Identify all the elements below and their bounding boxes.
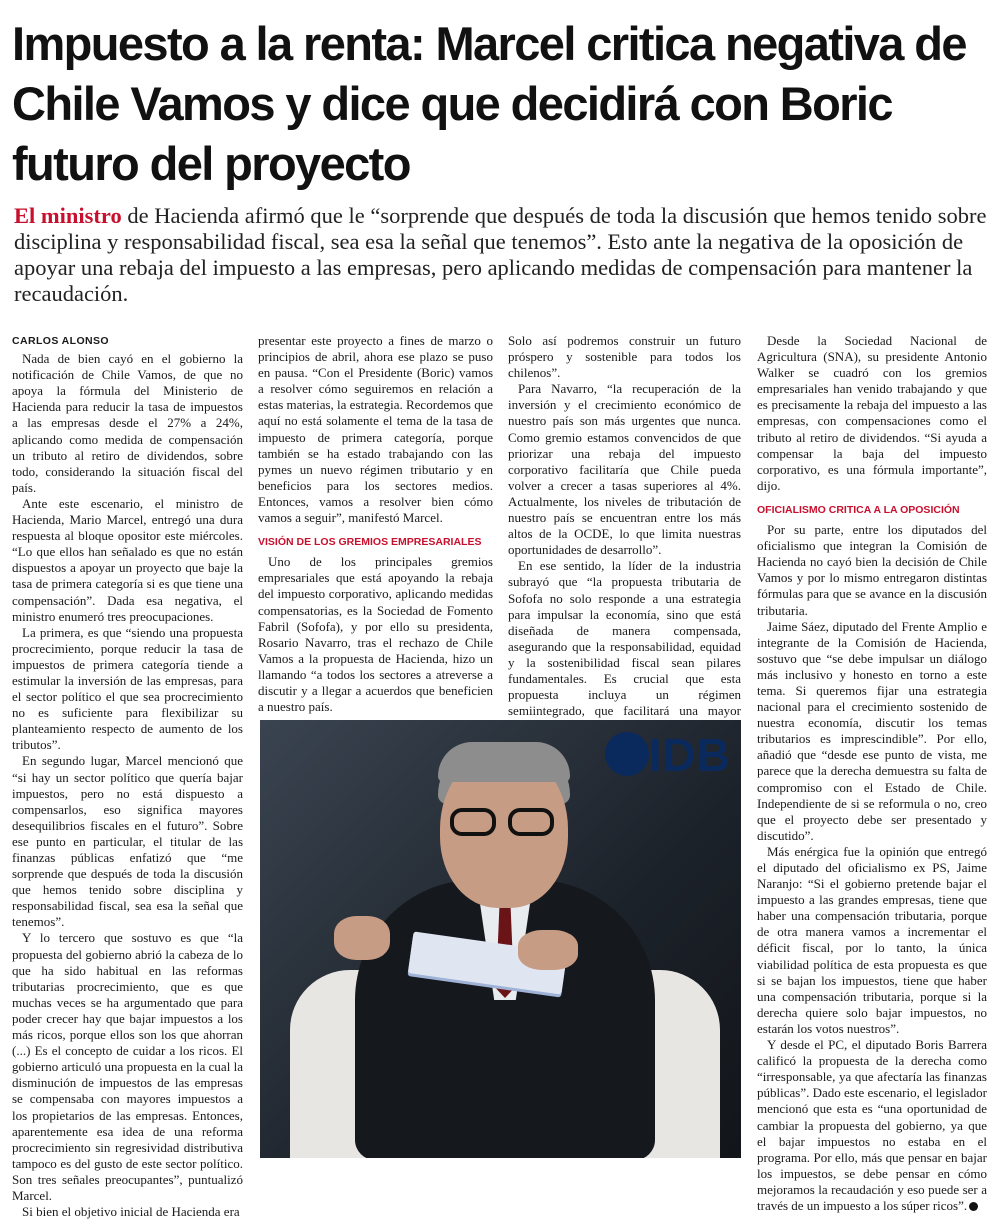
column-2 bbox=[258, 333, 493, 715]
paragraph: Uno de los principales gremios empresariales que está apoyando la rebaja del impuesto corporativo, aplicando medidas compensatorias, es la Sociedad de Fomento Fabril (Sofofa), y por ello su presidenta, Rosario Navarro, tras el rechazo de Chile Vamos a la propuesta de Hacienda, hizo un llamando “a todos los sectores a atreverse a discutir y a llegar a acuerdos que beneficien a nuestro país. bbox=[258, 554, 493, 715]
column-4 bbox=[757, 333, 987, 1214]
idb-logo-text: IDB bbox=[648, 729, 731, 781]
person-hand-left bbox=[334, 916, 390, 960]
paragraph: Nada de bien cayó en el gobierno la notificación de Chile Vamos, de que no apoya la fórmula del Ministerio de Hacienda para reducir la tasa de impuestos a las empresas desde el 27% a 24%, aplicando como medida de compensación un tributo al retiro de dividendos, sobre todo, considerando la situación fiscal del país. bbox=[12, 351, 243, 495]
subheading-oficialismo: OFICIALISMO CRITICA A LA OPOSICIÓN bbox=[757, 503, 960, 516]
end-mark-icon bbox=[969, 1202, 978, 1211]
glasses-icon bbox=[450, 808, 560, 838]
column-3 bbox=[508, 333, 741, 735]
person-hair-top bbox=[438, 742, 570, 782]
lead-text: de Hacienda afirmó que le “sorprende que después de toda la discusión que hemos tenido sobre disciplina y responsabilidad fiscal, sea esa la señal que tenemos”. Esto ante la negativa de la oposición de apoyar una rebaja del impuesto a las empresas, pero aplicando medidas de compensación para mantener la recaudación. bbox=[14, 203, 987, 306]
paragraph: Más enérgica fue la opinión que entregó el diputado del oficialismo ex PS, Jaime Naranjo: “Si el gobierno pretende bajar el impuesto a las grandes empresas, tiene que haber una compensación tributaria, porque de otra manera vamos a incrementar el déficit fiscal, por lo tanto, la única viabilidad política de esta propuesta es que si se bajan los impuestos, tiene que haber una compensación tributaria, porque si la derecha quiere solo bajar impuestos, no estarán los votos nuestros”. bbox=[757, 843, 987, 1036]
paragraph: Para Navarro, “la recuperación de la inversión y el crecimiento económico de nuestro país son más urgentes que nunca. Como gremio estamos convencidos de que priorizar una rebaja del impuesto corporativo facilitaría que Chile pueda volver a crecer a tasas superiores al 4%. Actualmente, los niveles de tributación de nuestro país se encuentran entre los más altos de la OCDE, lo que limita nuestras oportunidades de desarrollo”. bbox=[508, 381, 741, 558]
paragraph: La primera, es que “siendo una propuesta procrecimiento, porque reducir la tasa de impuestos de primera categoría tiende a estimular la inversión de las empresas, para el sector político el que sea procrecimiento no es suficiente para flexibilizar su planteamiento respecto de aumento de los tributos”. bbox=[12, 624, 243, 753]
paragraph: Y lo tercero que sostuvo es que “la propuesta del gobierno abrió la cabeza de lo que ha sido habitual en las reformas tributarias procrecimiento, que es que muchas veces se ha argumentado que para poder crecer hay que bajar impuestos a los más ricos, porque ellos son los que ahorran (...) Es el concepto de cuidar a los ricos. El gobierno articuló una propuesta en la cual la disminución de impuestos de las empresas se compensaba con mayores impuestos a los propietarios de las empresas. Entonces, aparentemente esa idea de una reforma procrecimiento sin regresividad distributiva tampoco es del gusto de este sector político. Son tres señales preocupantes”, puntualizó Marcel. bbox=[12, 930, 243, 1203]
photo-minister bbox=[260, 720, 741, 1158]
globe-logo-icon bbox=[605, 732, 649, 776]
paragraph: En segundo lugar, Marcel mencionó que “si hay un sector político que quería bajar impuestos, pero no está dispuesto a compensarlos, eso significa mayores desequilibrios fiscales en el futuro”. Sobre ese punto en particular, el titular de las finanzas públicas enfatizó que “me sorprende que después de toda la discusión que hemos tenido sobre disciplina y responsabilidad fiscal, sea esa la señal que tenemos”. bbox=[12, 753, 243, 930]
person-hand-right bbox=[518, 930, 578, 970]
paragraph-last-text: Y desde el PC, el diputado Boris Barrera calificó la propuesta de la derecha como “irresponsable, ya que afectaría las finanzas públicas”. Dado este escenario, el legislador mencionó que esta es “una oportunidad de cambiar la propuesta del gobierno, ya que el bajar impuestos no estaba en el programa. Por ello, más que pensar en bajar los impuestos, se debe pensar en cómo mejoramos la recaudación y eso puede ser a través de un impuesto a los súper ricos”. bbox=[757, 1037, 987, 1213]
paragraph: Por su parte, entre los diputados del oficialismo que integran la Comisión de Hacienda no cayó bien la decisión de Chile Vamos y por lo mismo entregaron distintas fórmulas para que se avance en la discusión tributaria. bbox=[757, 522, 987, 618]
paragraph: Solo así podremos construir un futuro próspero y sostenible para todos los chilenos”. bbox=[508, 333, 741, 381]
paragraph-last bbox=[757, 1037, 987, 1214]
column-1 bbox=[12, 333, 243, 1220]
byline: CARLOS ALONSO bbox=[12, 335, 109, 347]
paragraph: Jaime Sáez, diputado del Frente Amplio e integrante de la Comisión de Hacienda, sostuvo que “se debe impulsar un diálogo más inclusivo y honesto en torno a este tema. Si queremos fijar una estrategia nacional para el crecimiento sostenido de nuestra economía, discutir los temas tributarios es imprescindible”. Por ello, añadió que “desde ese punto de vista, me parece que la derecha demuestra su falta de compromiso con el Estado de Chile. Independiente de si se reformula o no, creo que el proyecto debe ser presentado y discutido”. bbox=[757, 618, 987, 843]
headline: Impuesto a la renta: Marcel critica negativa de Chile Vamos y dice que decidirá con Boric futuro del proyecto bbox=[12, 17, 966, 190]
subheading-gremios: VISIÓN DE LOS GREMIOS EMPRESARIALES bbox=[258, 536, 482, 549]
paragraph: En ese sentido, la líder de la industria subrayó que “la propuesta tributaria de Sofofa no solo responde a una estrategia para impulsar la economía, sino que está diseñada de manera compensada, asegurando que la responsabilidad, equidad y la sostenibilidad fiscal sean pilares fundamentales. Es crucial que esta propuesta incluya un régimen semiintegrado, que facilitará una mayor bbox=[508, 558, 741, 719]
paragraph: Ante este escenario, el ministro de Hacienda, Mario Marcel, entregó una dura respuesta al bloque opositor este miércoles. “Lo que ellos han señalado es que no están dispuestos a apoyar un proyecto que baje la tasa de primera categoría si es que tiene una compensación”. Dada esa negativa, el ministro enumeró tres preocupaciones. bbox=[12, 495, 243, 624]
paragraph: Si bien el objetivo inicial de Hacienda era bbox=[22, 1204, 240, 1220]
paragraph: presentar este proyecto a fines de marzo o principios de abril, ahora ese plazo se puso en pausa. “Con el Presidente (Boric) vamos a resolver cómo seguiremos en relación a estas materias, la estrategia. Recordemos que aquí no está solamente el tema de la tasa de impuesto de primera categoría, porque también se ha estado trabajando con las pymes un nuevo régimen tributario y en beneficios para los sectores medios. Entonces, vamos a resolver bien cómo vamos a seguir”, manifestó Marcel. bbox=[258, 333, 493, 526]
lead-paragraph bbox=[14, 203, 990, 307]
paragraph: Desde la Sociedad Nacional de Agricultura (SNA), su presidente Antonio Walker se cuadró con los gremios empresariales han venido trabajando y que es precisamente la rebaja del impuesto a las empresas, con compensaciones como el tributo al retiro de dividendos. “Si ayuda a compensar la baja del impuesto corporativo, es una fórmula importante”, dijo. bbox=[757, 333, 987, 493]
lead-highlight: El ministro bbox=[14, 203, 122, 228]
